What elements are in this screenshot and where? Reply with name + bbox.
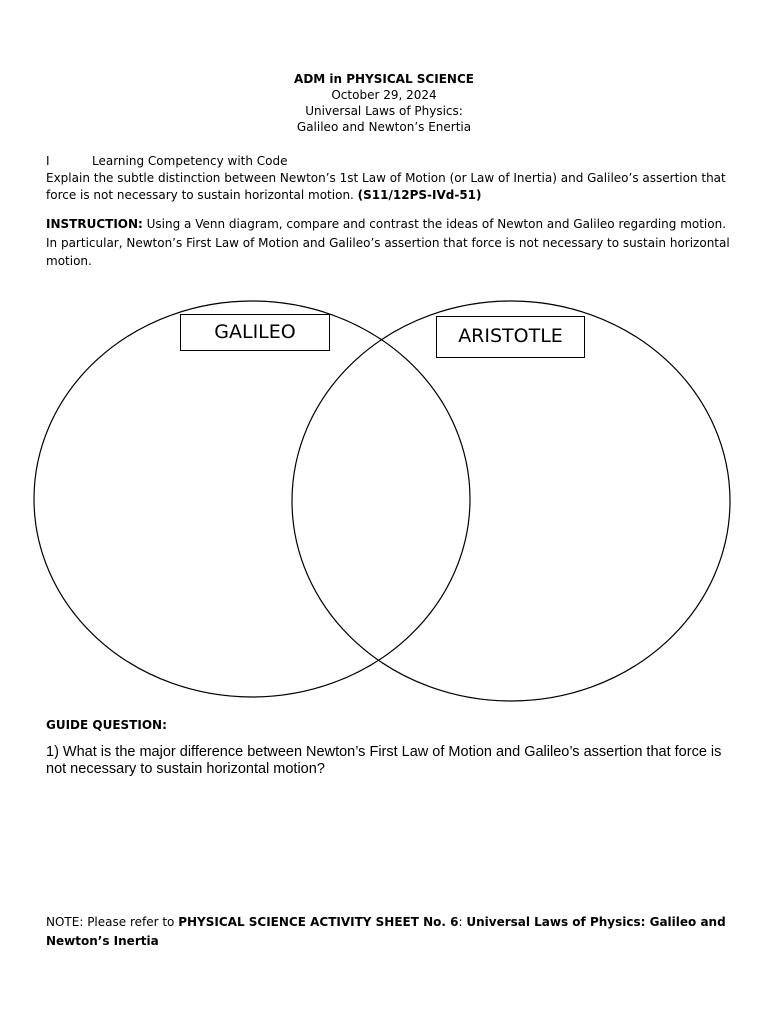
venn-circle-right <box>292 301 730 701</box>
note-prefix: NOTE: Please refer to <box>46 915 179 929</box>
guide-question-heading: GUIDE QUESTION: <box>46 718 167 732</box>
reference-note <box>46 913 736 951</box>
instruction-label: INSTRUCTION: <box>46 217 143 231</box>
venn-label-galileo: GALILEO <box>180 314 330 351</box>
note-reference: PHYSICAL SCIENCE ACTIVITY SHEET No. 6 <box>178 915 459 929</box>
competency-text: Explain the subtle distinction between Newton’s 1st Law of Motion (or Law of Inertia) and Galileo’s assertion that force is not necessary to sustain horizontal motion. <box>46 171 726 202</box>
venn-diagram <box>0 290 768 710</box>
guide-question-text: 1) What is the major difference between Newton’s First Law of Motion and Galileo’s assertion that force is not necessary to sustain horizontal motion? <box>46 744 722 777</box>
document-header <box>0 71 768 135</box>
venn-circle-left <box>34 301 470 697</box>
note-title: Universal Laws of Physics: Galileo and Newton’s Inertia <box>46 915 726 948</box>
competency-text-block <box>46 170 726 204</box>
document-topic: Universal Laws of Physics: <box>305 104 463 118</box>
competency-heading: Learning Competency with Code <box>92 154 288 168</box>
venn-label-aristotle: ARISTOTLE <box>436 316 585 358</box>
document-subtopic: Galileo and Newton’s Enertia <box>296 120 472 134</box>
section-numeral: I <box>46 154 50 168</box>
document-date: October 29, 2024 <box>331 88 437 102</box>
learning-competency-section <box>46 153 726 204</box>
competency-heading-line <box>46 153 726 170</box>
document-title: ADM in PHYSICAL SCIENCE <box>294 72 474 86</box>
competency-code: (S11/12PS-IVd-51) <box>357 188 482 202</box>
instruction-paragraph <box>46 215 736 271</box>
instruction-text: Using a Venn diagram, compare and contrast the ideas of Newton and Galileo regarding motion. In particular, Newton’s First Law of Motion and Galileo’s assertion that force is not necessary to sustain horizontal motion. <box>46 217 730 268</box>
note-colon: : <box>458 915 467 929</box>
